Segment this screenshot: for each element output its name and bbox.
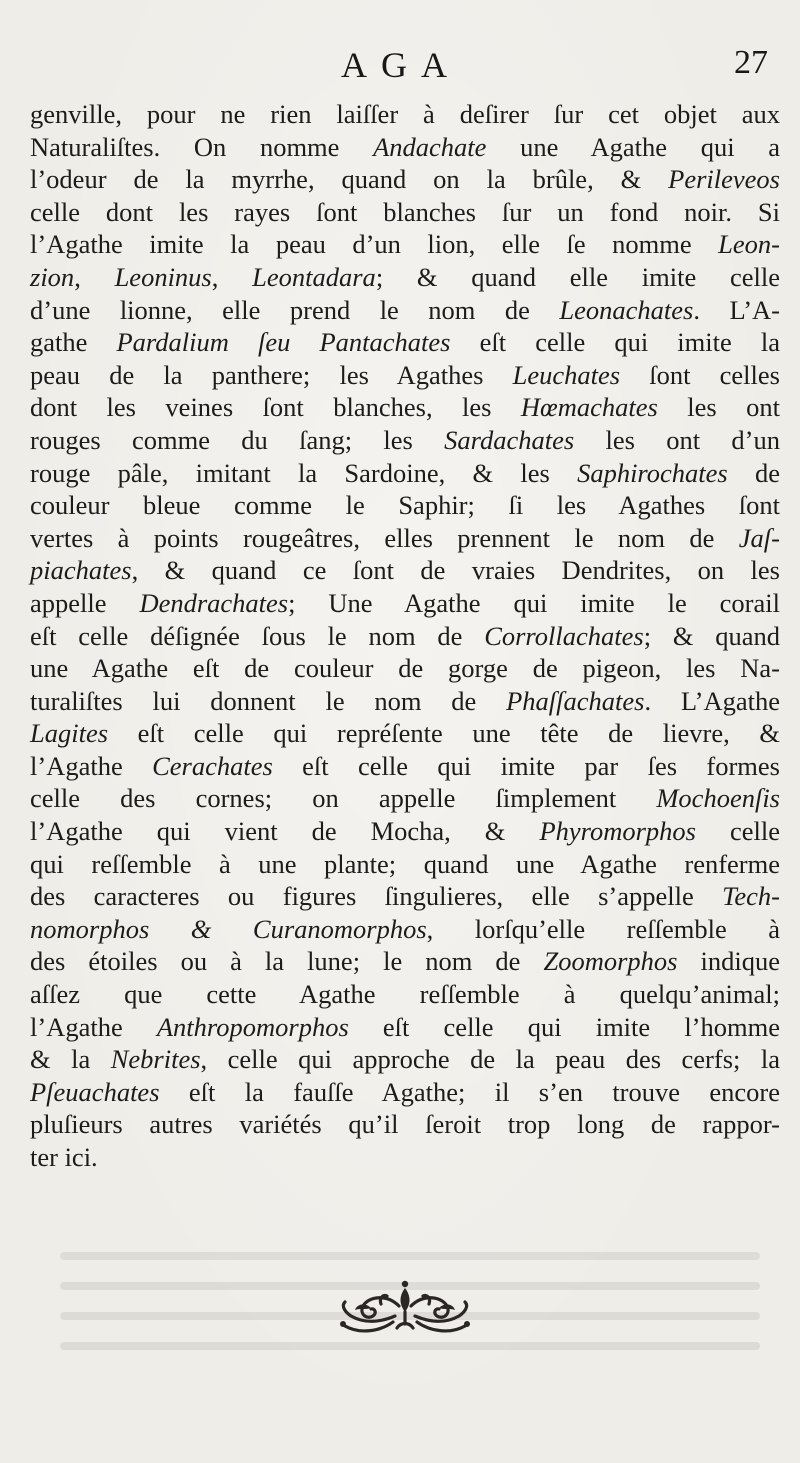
text-run: rouges comme du ſang; les xyxy=(30,424,445,455)
text-line xyxy=(30,815,780,848)
text-run: eſt la fauſſe Agathe; il s’en trouve encore xyxy=(159,1076,780,1107)
text-run: une Agathe eſt de couleur de gorge de pigeon, les Na- xyxy=(30,653,780,684)
text-run: ; Une Agathe qui imite le corail xyxy=(288,587,780,618)
text-run: ; & quand elle imite celle xyxy=(375,261,780,292)
italic-term: Anthropomorphos xyxy=(156,1011,349,1042)
text-run: peau de la panthere; les Agathes xyxy=(30,359,513,390)
italic-term: Cerachates xyxy=(152,750,273,781)
text-run: turaliſtes lui donnent le nom de xyxy=(30,685,507,716)
text-line xyxy=(30,98,780,131)
text-run: genville, pour ne rien laiſſer à deſirer ſur cet objet aux xyxy=(30,99,780,129)
italic-term: zion xyxy=(30,261,75,292)
text-line xyxy=(30,457,780,490)
text-line xyxy=(30,391,780,424)
text-line xyxy=(30,163,780,196)
text-run: des caracteres ou figures ſingulieres, elle s’appelle xyxy=(30,881,723,912)
text-run: l’Agathe imite la peau d’un lion, elle ſe nomme xyxy=(30,229,719,260)
italic-term: Leuchates xyxy=(512,359,621,390)
text-line xyxy=(30,424,780,457)
italic-term: Pſeuachates xyxy=(30,1076,160,1107)
text-run: , xyxy=(74,261,115,292)
text-line xyxy=(30,522,780,555)
text-run: rouge pâle, imitant la Sardoine, & les xyxy=(30,457,578,488)
text-run: eſt celle qui imite l’homme xyxy=(348,1011,780,1042)
text-line xyxy=(30,945,780,978)
text-run: d’une lionne, elle prend le nom de xyxy=(30,294,560,325)
italic-term: Lagites xyxy=(30,718,109,749)
italic-term: Saphirochates xyxy=(577,457,728,488)
italic-term: Pardalium ſeu Pantachates xyxy=(116,327,451,358)
text-run: l’Agathe xyxy=(30,1011,157,1042)
text-line xyxy=(30,196,780,229)
text-line xyxy=(30,978,780,1011)
text-line xyxy=(30,587,780,620)
italic-term: Phyromorphos xyxy=(539,816,696,847)
italic-term: Jaſ- xyxy=(738,522,780,553)
text-run: qui reſſemble à une plante; quand une Agathe renferme xyxy=(30,848,780,879)
text-line xyxy=(30,1076,780,1109)
text-line xyxy=(30,848,780,881)
text-run: . L’Agathe xyxy=(644,685,780,716)
italic-term: Nebrites xyxy=(110,1044,201,1075)
text-run: & la xyxy=(30,1044,111,1075)
text-line xyxy=(30,326,780,359)
floral-fleuron-icon xyxy=(335,1278,475,1340)
text-run: celle dont les rayes ſont blanches ſur un fond noir. Si xyxy=(30,196,780,227)
italic-term: Sardachates xyxy=(444,424,575,455)
text-line xyxy=(30,685,780,718)
text-run: ſont celles xyxy=(620,359,780,390)
text-line xyxy=(30,913,780,946)
italic-term: nomorphos & Curanomorphos xyxy=(30,913,427,944)
italic-term: Corrollachates xyxy=(484,620,644,651)
text-run: pluſieurs autres variétés qu’il ſeroit trop long de rappor- xyxy=(30,1109,780,1140)
italic-term: Leon- xyxy=(718,229,780,260)
text-run: l’Agathe qui vient de Mocha, & xyxy=(30,816,540,847)
text-run: dont les veines ſont blanches, les xyxy=(30,392,521,423)
text-run: celle des cornes; on appelle ſimplement xyxy=(30,783,657,814)
text-run: gathe xyxy=(30,327,117,358)
italic-term: Leontadara xyxy=(252,261,376,292)
text-run: l’odeur de la myrrhe, quand on la brûle, & xyxy=(30,164,669,195)
italic-term: piachates xyxy=(30,555,132,586)
text-run: ter ici. xyxy=(30,1142,98,1172)
text-line xyxy=(30,1108,780,1141)
text-run: , lorſqu’elle reſſemble à xyxy=(426,913,780,944)
text-line xyxy=(30,359,780,392)
text-line xyxy=(30,620,780,653)
body-text xyxy=(30,98,780,1174)
text-line xyxy=(30,489,780,522)
italic-term: Zoomorphos xyxy=(543,946,678,977)
text-line xyxy=(30,131,780,164)
text-run: de xyxy=(727,457,781,488)
text-run: . L’A- xyxy=(693,294,780,325)
text-line xyxy=(30,228,780,261)
text-line xyxy=(30,750,780,783)
text-run: eſt celle qui repréſente une tête de lievre, & xyxy=(108,718,780,749)
text-line xyxy=(30,554,780,587)
text-line xyxy=(30,294,780,327)
text-run: indique xyxy=(677,946,780,977)
text-line xyxy=(30,880,780,913)
text-run: des étoiles ou à la lune; le nom de xyxy=(30,946,544,977)
text-run: couleur bleue comme le Saphir; ſi les Agathes ſont xyxy=(30,490,780,521)
text-run: aſſez que cette Agathe reſſemble à quelqu’animal; xyxy=(30,979,780,1010)
text-run: Naturaliſtes. On nomme xyxy=(30,131,374,162)
italic-term: Leonachates xyxy=(559,294,694,325)
text-run: ; & quand xyxy=(643,620,780,651)
italic-term: Phaſſachates xyxy=(506,685,645,716)
text-line xyxy=(30,652,780,685)
text-line xyxy=(30,1141,780,1174)
italic-term: Hœmachates xyxy=(520,392,658,423)
italic-term: Mochoenſis xyxy=(656,783,780,814)
text-line xyxy=(30,1043,780,1076)
italic-term: Leoninus xyxy=(114,261,212,292)
text-run: eſt celle déſignée ſous le nom de xyxy=(30,620,485,651)
text-line xyxy=(30,1011,780,1044)
text-run: les ont d’un xyxy=(574,424,781,455)
text-run: vertes à points rougeâtres, elles prennent le nom de xyxy=(30,522,739,553)
text-run: appelle xyxy=(30,587,140,618)
text-run: l’Agathe xyxy=(30,750,153,781)
text-run: , & quand ce ſont de vraies Dendrites, on les xyxy=(131,555,780,586)
italic-term: Tech- xyxy=(722,881,780,912)
running-head xyxy=(30,44,772,94)
text-run: une Agathe qui a xyxy=(486,131,780,162)
italic-term: Dendrachates xyxy=(139,587,289,618)
text-line xyxy=(30,261,780,294)
running-title: AGA xyxy=(341,45,461,85)
page-number: 27 xyxy=(734,44,768,81)
text-run: , xyxy=(211,261,253,292)
italic-term: Andachate xyxy=(373,131,487,162)
text-run: , celle qui approche de la peau des cerfs; la xyxy=(200,1044,780,1075)
text-run: eſt celle qui imite par ſes formes xyxy=(272,750,780,781)
text-run: celle xyxy=(695,816,780,847)
text-line xyxy=(30,782,780,815)
text-run: eſt celle qui imite la xyxy=(450,327,780,358)
text-line xyxy=(30,717,780,750)
text-run: les ont xyxy=(657,392,780,423)
italic-term: Perileveos xyxy=(668,164,780,195)
